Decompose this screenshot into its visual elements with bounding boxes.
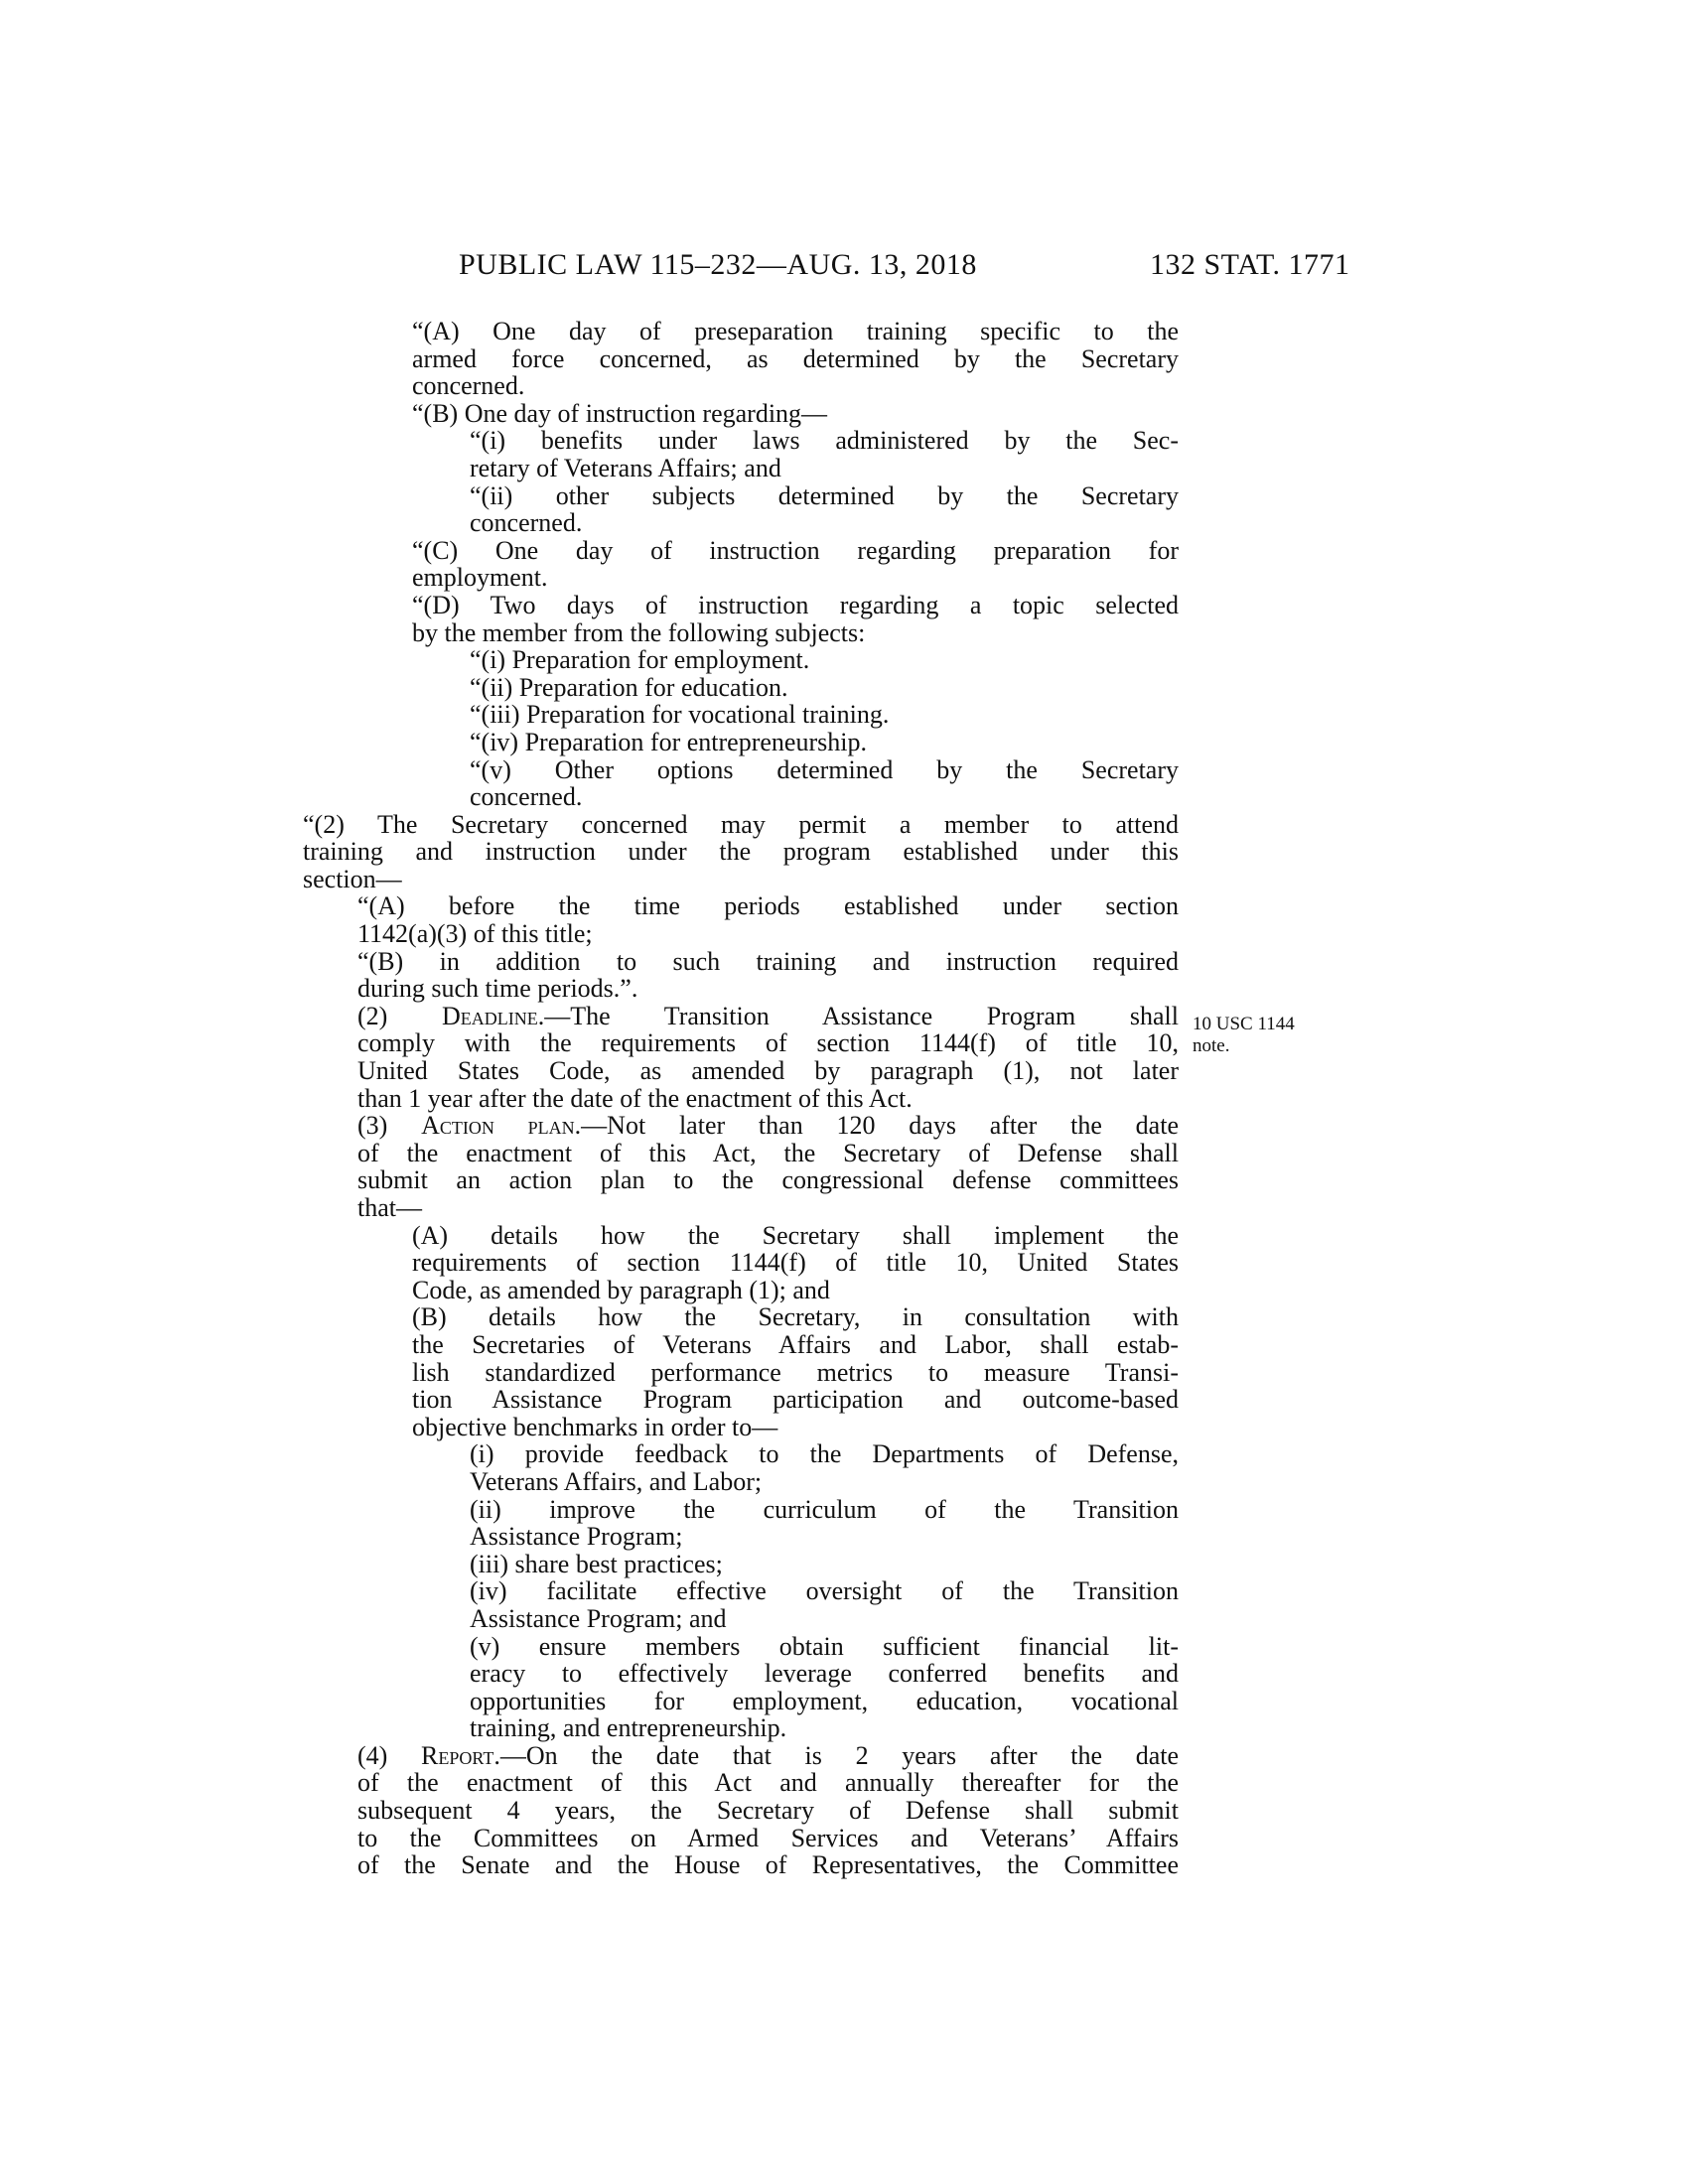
text-line: (iv) facilitate effective oversight of the Transition: [470, 1576, 1179, 1606]
text-line: of the Senate and the House of Representatives, the Committee: [357, 1850, 1179, 1880]
paragraph-text: .—Not later than 120 days after the date: [574, 1111, 1179, 1141]
text-line: concerned.: [412, 371, 525, 401]
text-line: “(D) Two days of instruction regarding a topic selected: [412, 590, 1179, 619]
margin-citation-line: 10 USC 1144: [1193, 1014, 1295, 1034]
text-line: (v) ensure members obtain sufficient financial lit-: [470, 1631, 1179, 1661]
text-line: “(ii) Preparation for education.: [470, 672, 788, 702]
text-line: (iii) share best practices;: [470, 1549, 723, 1578]
text-line: of the enactment of this Act, the Secretary of Defense shall: [357, 1138, 1179, 1167]
text-line: (B) details how the Secretary, in consultation with: [412, 1302, 1179, 1332]
text-line: (i) provide feedback to the Departments of Defense,: [470, 1439, 1179, 1469]
paragraph-number: (4): [357, 1740, 422, 1770]
text-line: of the enactment of this Act and annually thereafter for the: [357, 1768, 1179, 1798]
text-line: [303, 1742, 1179, 1770]
text-line: by the member from the following subjects:: [412, 617, 866, 647]
paragraph-number: (2): [357, 1001, 442, 1030]
text-line: Veterans Affairs, and Labor;: [470, 1466, 763, 1496]
paragraph-number: (3): [357, 1111, 422, 1141]
text-line: “(A) before the time periods established under section: [357, 891, 1179, 921]
paragraph-text: .—The Transition Assistance Program shall: [537, 1001, 1179, 1030]
text-line: tion Assistance Program participation and outcome-based: [412, 1385, 1179, 1415]
paragraph-text: .—On the date that is 2 years after the date: [493, 1740, 1179, 1770]
text-line: than 1 year after the date of the enactment of this Act.: [357, 1083, 913, 1113]
text-line: that—: [357, 1193, 422, 1222]
paragraph-heading: Deadline: [441, 1001, 538, 1030]
text-line: eracy to effectively leverage conferred benefits and: [470, 1659, 1179, 1689]
text-line: [303, 1003, 1179, 1030]
text-line: “(B) One day of instruction regarding—: [412, 398, 828, 428]
paragraph-heading: Report: [421, 1740, 494, 1770]
text-line: “(ii) other subjects determined by the Secretary: [470, 480, 1179, 510]
text-line: “(iii) Preparation for vocational training.: [470, 700, 890, 730]
text-line: training, and entrepreneurship.: [470, 1713, 787, 1743]
text-line: Assistance Program;: [470, 1522, 683, 1552]
running-header-title: PUBLIC LAW 115–232—AUG. 13, 2018: [459, 248, 977, 281]
text-line: opportunities for employment, education, vocational: [470, 1686, 1179, 1715]
text-line: United States Code, as amended by paragraph (1), not later: [357, 1056, 1179, 1086]
paragraph-heading: Action plan: [421, 1111, 575, 1141]
text-line: (A) details how the Secretary shall implement the: [412, 1220, 1179, 1250]
text-line: training and instruction under the program established under this: [303, 837, 1179, 867]
text-line: “(i) benefits under laws administered by the Sec-: [470, 426, 1179, 456]
text-line: “(v) Other options determined by the Secretary: [470, 754, 1179, 784]
page-stat-number: 132 STAT. 1771: [1150, 248, 1350, 281]
text-line: the Secretaries of Veterans Affairs and Labor, shall estab-: [412, 1329, 1179, 1359]
text-line: “(2) The Secretary concerned may permit a member to attend: [303, 809, 1179, 839]
text-line: concerned.: [470, 508, 583, 538]
text-line: submit an action plan to the congressional defense committees: [357, 1165, 1179, 1195]
text-line: section—: [303, 864, 402, 893]
text-line: to the Committees on Armed Services and Veterans’ Affairs: [357, 1823, 1179, 1852]
text-line: Assistance Program; and: [470, 1603, 727, 1633]
margin-citation-line: note.: [1193, 1035, 1230, 1056]
text-line: “(i) Preparation for employment.: [470, 645, 810, 675]
text-line: armed force concerned, as determined by the Secretary: [412, 343, 1179, 373]
text-line: lish standardized performance metrics to measure Transi-: [412, 1357, 1179, 1387]
text-line: retary of Veterans Affairs; and: [470, 453, 781, 482]
text-line: concerned.: [470, 782, 583, 812]
text-line: objective benchmarks in order to—: [412, 1412, 778, 1441]
text-line: “(C) One day of instruction regarding preparation for: [412, 535, 1179, 565]
text-line: “(A) One day of preseparation training specific to the: [412, 317, 1179, 345]
document-body: [303, 318, 1179, 1879]
text-line: Code, as amended by paragraph (1); and: [412, 1275, 830, 1304]
text-line: employment.: [412, 563, 548, 593]
text-line: (ii) improve the curriculum of the Transition: [470, 1494, 1179, 1524]
text-line: “(B) in addition to such training and instruction required: [357, 946, 1179, 976]
text-line: requirements of section 1144(f) of title 10, United States: [412, 1248, 1179, 1278]
margin-citation: [1193, 1014, 1295, 1057]
text-line: 1142(a)(3) of this title;: [357, 919, 593, 949]
text-line: during such time periods.”.: [357, 974, 638, 1004]
text-line: “(iv) Preparation for entrepreneurship.: [470, 727, 867, 756]
text-line: [303, 1112, 1179, 1140]
text-line: subsequent 4 years, the Secretary of Defense shall submit: [357, 1796, 1179, 1826]
text-line: comply with the requirements of section 1144(f) of title 10,: [357, 1028, 1179, 1058]
